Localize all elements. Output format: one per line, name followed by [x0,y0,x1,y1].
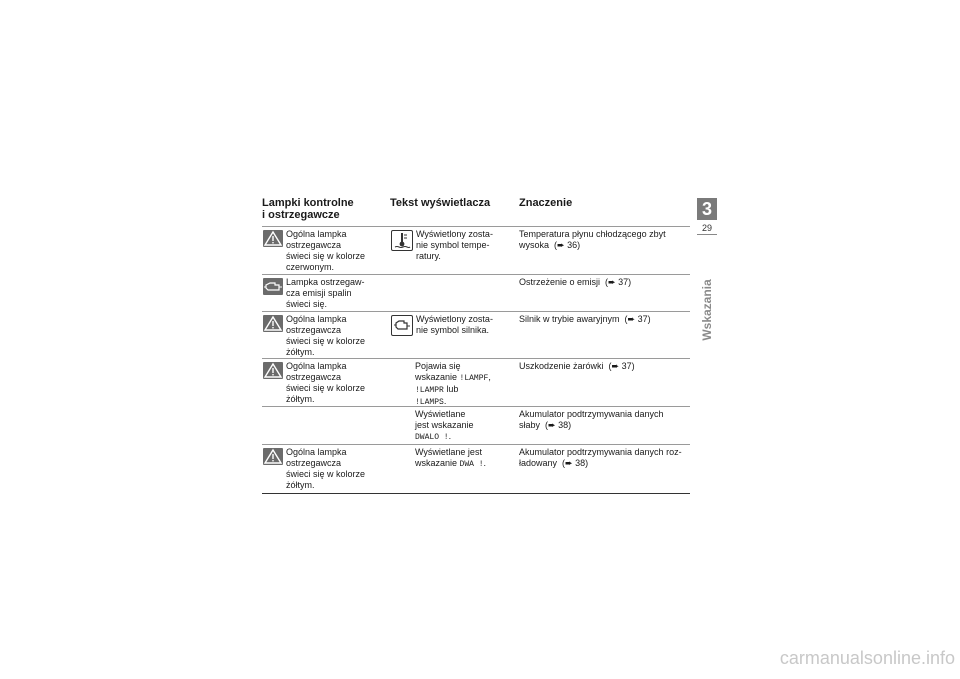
page-ref[interactable]: 38 [558,420,569,430]
table-row [262,358,690,406]
meaning-text: Silnik w trybie awaryjnym (➨ 37) [519,314,651,324]
lamp-description: Ogólna lampka ostrzegawcza świeci się w kolorze czerwonym. [286,229,366,272]
meaning-text: Akumulator podtrzymywania danych roz- ładowany (➨ 38) [519,447,682,468]
table-bottom-rule [262,493,690,494]
page-ref[interactable]: 37 [621,361,632,371]
warning-triangle-icon [263,362,283,379]
meaning-text: Akumulator podtrzymywania danych słaby (➨ 38) [519,409,664,430]
page-ref-arrow-icon: ➨ [627,314,636,324]
meaning-text: Temperatura płynu chłodzącego zbyt wysoka (➨ 36) [519,229,666,250]
display-text: Wyświetlane jest wskazanie DWALO !. [415,409,474,442]
exhaust-emission-icon [263,278,283,295]
warning-triangle-icon [263,448,283,465]
table-row [262,226,690,274]
display-text: Wyświetlane jest wskazanie DWA !. [415,447,487,469]
warning-triangle-icon [263,230,283,247]
table-row [262,274,690,311]
warning-triangle-icon [263,315,283,332]
page-ref-arrow-icon: ➨ [557,240,565,250]
chapter-title: Wskazania [700,279,714,341]
display-text: Wyświetlony zosta- nie symbol silnika. [416,314,493,335]
page-ref-arrow-icon: ➨ [548,420,556,430]
lamp-description: Ogólna lampka ostrzegawcza świeci się w kolorze żółtym. [286,361,366,404]
page-ref[interactable]: 37 [618,277,629,287]
chapter-number: 3 [697,198,717,220]
page-ref[interactable]: 36 [567,240,578,250]
meaning-text: Ostrzeżenie o emisji (➨ 37) [519,277,632,287]
display-text: Pojawia się wskazanie !LAMPF, !LAMPR lub !LAMPS. [415,361,491,407]
engine-icon [391,315,413,336]
page-ref-arrow-icon: ➨ [608,277,616,287]
watermark: carmanualsonline.info [779,648,955,668]
page-ref-arrow-icon: ➨ [565,458,573,468]
coolant-temperature-icon [391,230,413,251]
lamp-description: Lampka ostrzegaw- cza emisji spalin świeci się. [286,277,365,309]
lamp-description: Ogólna lampka ostrzegawcza świeci się w kolorze żółtym. [286,314,366,357]
lamp-description: Ogólna lampka ostrzegawcza świeci się w kolorze żółtym. [286,447,366,490]
page-number-divider [697,234,717,235]
warning-lights-table [262,197,690,494]
header-meaning: Znaczenie [519,197,573,209]
page-ref[interactable]: 38 [575,458,586,468]
page-ref[interactable]: 37 [637,314,648,324]
page-ref-arrow-icon: ➨ [611,361,620,371]
header-display-text: Tekst wyświetlacza [390,197,491,209]
table-header [262,197,690,226]
table-row [262,444,690,493]
table-row [262,406,690,444]
table-row [262,311,690,358]
page-number: 29 [701,223,712,233]
display-text: Wyświetlony zosta- nie symbol tempe- ratury. [416,229,493,261]
meaning-text: Uszkodzenie żarówki (➨ 37) [519,361,635,371]
header-lamps: Lampki kontrolne i ostrzegawcze [262,197,354,221]
